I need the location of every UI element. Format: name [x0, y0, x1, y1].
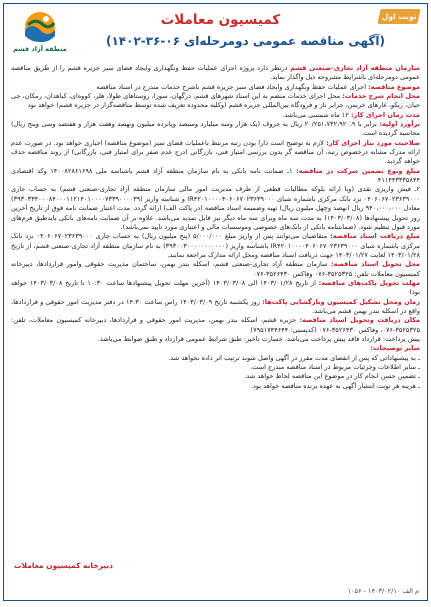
notice-paragraph [11, 316, 420, 335]
paragraph-text: اجرای عملیات حفظ ونگهداری وایجاد فضای سبز جزیره قشم باشرح خدمات مندرج در اسناد مناقصه [96, 82, 367, 91]
notice-paragraph [11, 139, 420, 167]
paragraph-heading: موضوع مناقصه: [368, 82, 420, 91]
publication-badge [377, 9, 420, 24]
publication-reference: م الف ۱۴۰۳/۰۲/۱۰ - ۱۰۵۶ [347, 587, 419, 595]
paragraph-text: لازم به توضیح است دارا بودن رتبه مرتبط باعملیات فضای سبز (موضوع مناقصه) اجباری خواهد بود. در صورت عدم ارائه مدرک مشابه درخصوص رتبه، آن مناقصه گر بدون بررسی امتیاز فنی، بازرگانی (درج عدم صفر برای امتیاز فنی، بازرگانی) از روند مناقصه حذف خواهد گردید. [11, 138, 420, 166]
notice-body [11, 64, 420, 578]
organization-logo [10, 10, 70, 58]
paragraph-heading: مدت زمان اجرای کار: [350, 110, 420, 119]
notice-paragraph [11, 111, 420, 120]
paragraph-text: جزیره قشم، اسکله بندر بهمن، مدیریت امور حقوقی و قراردادها، دبیرخانه کمیسیون معاملات، تلفن: ۳۵۲۵۳۲۵-۰۷۶، وفاکس ۳۵۲۶۴۳۰-۰۷۶ (کدپستی: ۷۹۵۱۷۴۴۶۴۴) [11, 316, 420, 334]
notice-paragraph [11, 185, 420, 232]
paragraph-heading: مهلت تحویل پاکت‌های مناقصه: [318, 278, 420, 287]
paragraph-text: ـ سایر اطلاعات وجزئیات مربوط در اسناد مناقصه مندرج است. [250, 363, 420, 371]
paragraph-text: از تاریخ ۱۴۰۳/۰۱/۲۸ الی ۱۴۰۳/۰۳/۰۸ (آخرین مهلت تحویل پیشنهادها ساعت ۱۰:۳۰ تا تاریخ ۱۴۰۳/۰۳/۰۸ خواهد بود) [11, 278, 420, 297]
paragraph-text: سازمان منطقه آزاد تجاری-صنعتی قشم، اسکله بندر بهمن، ساختمان مدیریت حقوقی وامور قرارداد‌ها، دبیرخانه کمیسیون معاملات تلفن: ۳۵۲۵۳۲۵-۰۷۶ وفاکس ۳۵۲۶۴۳۰-۰۷۶ [11, 260, 420, 278]
notice-subtitle: (آگهی مناقصه عمومی دومرحله‌ای ۰۶-۳۶-۱۴۰۲) [106, 34, 385, 48]
notice-paragraph [11, 298, 420, 317]
paragraph-heading: برآورد اولیه: [379, 120, 420, 129]
notice-paragraph [11, 363, 420, 372]
notice-header [4, 4, 427, 62]
paragraph-heading: محل انجام شرح خدمات: [342, 92, 420, 101]
signature: دبیرخانه کمیسیون معاملات [14, 561, 114, 570]
notice-paragraph [11, 92, 420, 111]
paragraph-text: پیش پرداخت: قرارداد فاقد پیش پرداخت می‌باشد. خسارت تاخیر: طبق شرایط عمومی قرارداد و طبق ضوابط می‌باشد. [97, 334, 420, 343]
paragraph-text: درنظر دارد پروژه اجرای عملیات حفظ ونگهداری وایجاد فضای سبز جزیره قشم را از طریق مناقصه عمومی دومرحله‌ای باشرایط مشروحه ذیل واگذار نماید. [11, 64, 420, 82]
notice-paragraph [11, 335, 420, 344]
publication-badge-label: نوبت اول [381, 12, 417, 21]
paragraph-heading: صلاحیت مورد نیاز اجرای کار: [326, 138, 420, 147]
paragraph-heading: مبلغ دریافت اسناد مناقصه: [330, 232, 420, 241]
qeshm-free-zone-logo-icon [20, 10, 60, 44]
paragraph-text: برابر با ۲۰/۲۵۱،۷۳۲،۹۲۰،۹ ریال به حروف (یک هزار وسه میلیارد وسیصد وپانزده میلیون ونهصد وهفت هزار و هفتصد وسی وپنج ریال) محاسبه گردیده است. [11, 120, 420, 138]
notice-paragraph [11, 232, 420, 260]
notice-paragraph [11, 279, 420, 298]
notice-title: کمیسیون معاملات [160, 12, 281, 28]
paragraph-heading: سازمان منطقه آزاد تجاری-صنعتی قشم [290, 64, 420, 72]
paragraph-text: متقاضیان می‌توانند پس از واریز مبلغ ۵/۰۰۰/۰۰۰ (پنج میلیون ریال) به حساب جاری ۰۴۰۶۰۶۷۰۲۳۶۳۹۰۰۰ نزد بانک مرکزی باشماره شبای IR۴۲۰۱۰۰۰۰۴۰۶۰۶۷۰۲۳۶۳۹۰۰۰ باشناسه واریز (۳۹۳۰۰۳۰۰۰۰۰۰۰۰۰۰۰) به نام سازمان منطقه آزاد تجاری-صنعتی قشم، از تاریخ ۱۴۰۳/۰۱/۲۸ لغایت ۱۴۰۳/۰۱/۲۷ جهت دریافت اسناد مناقصه ومحل ارائه مدارک مراجعه نمایند. [11, 232, 420, 259]
notice-paragraph [11, 83, 420, 92]
notice-paragraph [11, 167, 420, 186]
notice-paragraph [11, 120, 420, 139]
paragraph-heading: سایر توضیحات: [370, 344, 420, 353]
paragraph-text: ـ به پیشنهاداتی که پس از انقضای مدت مقرر در آگهی واصل شوند ترتیب اثر داده نخواهد شد. [168, 353, 420, 362]
logo-text: منطقه آزاد قشم [13, 45, 67, 53]
notice-paragraph [11, 64, 420, 83]
paragraph-heading: زمان ومحل تشکیل کمیسیون وبازگشایی پاکت‌ها: [262, 297, 420, 306]
paragraph-text: روز یکشنبه تاریخ ۱۴۰۳/۰۳/۰۹ راس ساعت ۱۴:۳۰ در دفتر مدیریت امور حقوقی و قراردادها، واقع در اسکله بندر بهمن قشم می‌باشد. [11, 297, 420, 315]
notice-paragraph [11, 260, 420, 279]
paragraph-heading: مکان دریافت وتحویل اسناد مناقصه: [299, 316, 420, 325]
paragraph-text: ـ هزینه هر نوبت انتشار آگهی به عهده برنده مناقصه خواهد بود. [250, 381, 420, 390]
paragraph-text: محل اجرای خدمات منضم به این اسناد شهرهای قشم، درگهان، سوزا، روستاهای طولا، هلر، کووه‌ای، کباهدان، رمکان، جی جیان، ریکو، غارهای خربس، جزایر ناز و فرودگاه بین‌المللی جزیره قشم (وکلیه محدوده تعریف شده توسط مناقصه‌گزار در جزیره قشم) خواهد بود [11, 92, 420, 110]
paragraph-text: ۱۲ ماه شمسی می‌باشد. [282, 110, 349, 119]
paragraph-heading: مبلغ ونوع تضمین شرکت در مناقصه: [296, 166, 420, 175]
notice-paragraph [11, 354, 420, 363]
paragraph-text: ۲ـ فیش واریزی نقدی (وبا ارائه بلوکه مطالبات قطعی از طرف مدیریت امور مالی سازمان منطقه آزاد تجاری-صنعتی قشم) به حساب جاری ۰۴۰۶۰۶۷۰۲۳۶۳۹۰۰۰ نزد بانک مرکزی باشماره شبای IR۴۲۰۱۰۰۰۰۴۰۶۰۶۷۰۲۳۶۳۹۰۰۰ و شناسه واریز (۳۹۳۰۳۳۴۰۰۰۸۴۰۰۰۱۱۲۱۴۰۱۰۰۰۰۷۳۳۹۰۰۰۰۳۹) معادل ۹۴۰،۰۰۰،۰۰۰ ریال (نهصد وچهل میلیون ریال) تهیه وضمیمه اسناد مناقصه (در پاکت الف) ارائه گردد. مدت اعتبار ضمانت نامه فوق از تاریخ آخرین روز تحویل پیشنهادها (۱۴۰۳/۰۳/۰۸) به مدت سه ماه وبرای سه ماه دیگر نیز قابل تمدید می‌باشد. علاوه بر آن ضمانت نامه‌های بانکی بایدطبق فرم‌های مورد قبول تنظیم شود. (ضمانتنامه بانکی از بانک‌های خصوصی وموسسات مالی و اعتباری مورد تایید نمی‌باشد). [11, 185, 420, 231]
notice-paragraph [11, 372, 420, 381]
paragraph-text: ۱ـ ضمانت نامه بانکی به نام سازمان منطقه آزاد قشم باشناسه ملی ۱۴۰۰۸۲۸۶۱۶۹۸ وکد اقتصادی ۴۱۱۴۴۳۳۳۵۸۴۴ [11, 166, 420, 185]
paragraph-heading: محل تحویل اسناد مناقصه: [331, 260, 420, 269]
notice-paragraph [11, 382, 420, 391]
notice-paragraph [11, 344, 420, 353]
tender-notice [3, 3, 428, 601]
paragraph-text: ـ تضمین حسن انجام کار در موضوع این مناقصه لحاظ خواهد شد. [244, 372, 420, 381]
